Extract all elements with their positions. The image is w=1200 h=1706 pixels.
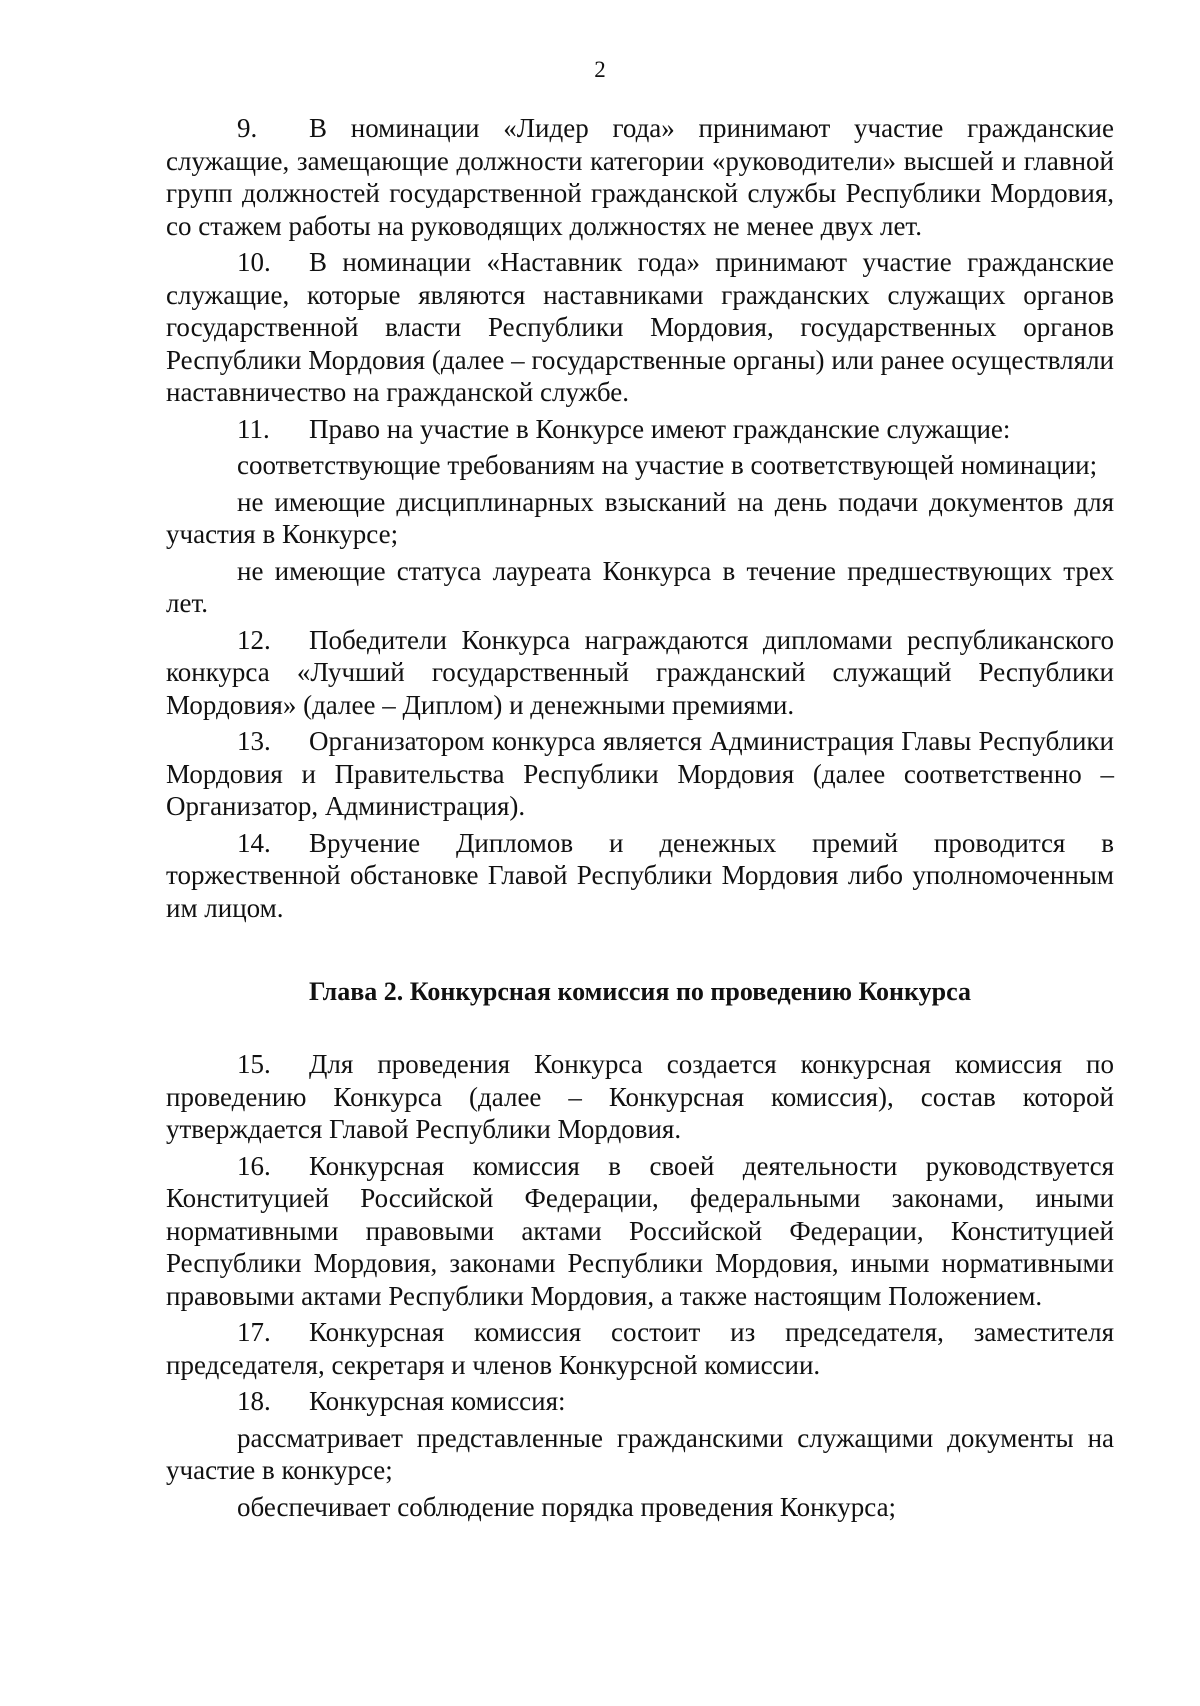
item-15: [166, 1048, 1114, 1146]
item-18: [166, 1385, 1114, 1418]
item-number: 15.: [237, 1049, 271, 1079]
item-18-sub-1: рассматривает представленные гражданскими служащими документы на участие в конкурсе;: [166, 1422, 1114, 1485]
item-12: [166, 624, 1114, 722]
item-text: Победители Конкурса награждаются дипломами республиканского конкурса «Лучший государственный гражданский служащий Республики Мордовия» (далее – Диплом) и денежными премиями.: [166, 624, 1114, 720]
item-13: [166, 725, 1114, 823]
item-11-sub-1: соответствующие требованиям на участие в соответствующей номинации;: [237, 450, 1098, 480]
item-11: [166, 413, 1114, 446]
item-number: 16.: [237, 1150, 271, 1181]
item-number: 17.: [237, 1317, 271, 1347]
chapter-heading: Глава 2. Конкурсная комиссия по проведению Конкурса: [309, 977, 971, 1006]
item-number: 10.: [237, 247, 271, 277]
item-14: [166, 827, 1114, 925]
item-number: 11.: [237, 413, 270, 444]
item-number: 14.: [237, 827, 271, 858]
item-text: Конкурсная комиссия состоит из председателя, заместителя председателя, секретаря и членов Конкурсной комиссии.: [166, 1317, 1114, 1380]
item-number: 12.: [237, 624, 271, 655]
item-11-sub-3: не имеющие статуса лауреата Конкурса в течение предшествующих трех лет.: [166, 555, 1114, 618]
item-10: [166, 246, 1114, 409]
item-text: Вручение Дипломов и денежных премий проводится в торжественной обстановке Главой Республики Мордовия либо уполномоченным им лицом.: [166, 827, 1114, 923]
item-text: Организатором конкурса является Администрация Главы Республики Мордовия и Правительства Республики Мордовия (далее соответственно – Организатор, Администрация).: [166, 726, 1114, 821]
item-text: Право на участие в Конкурсе имеют гражданские служащие:: [309, 413, 1011, 444]
item-17: [166, 1316, 1114, 1381]
item-number: 18.: [237, 1386, 271, 1416]
item-18-sub-2: обеспечивает соблюдение порядка проведения Конкурса;: [237, 1491, 897, 1522]
item-16: [166, 1150, 1114, 1313]
document-body: [166, 112, 1114, 1523]
item-text: Конкурсная комиссия:: [309, 1386, 566, 1416]
item-9: [166, 112, 1114, 242]
item-text: В номинации «Наставник года» принимают участие гражданские служащие, которые являются наставниками гражданских служащих органов государственной власти Республики Мордовия, государственных органов Республики Мордовия (далее – государственные органы) или ранее осуществляли наставничество на гражданской службе.: [166, 247, 1114, 407]
item-text: Для проведения Конкурса создается конкурсная комиссия по проведению Конкурса (далее – Конкурсная комиссия), состав которой утверждается Главой Республики Мордовия.: [166, 1049, 1114, 1144]
item-text: Конкурсная комиссия в своей деятельности руководствуется Конституцией Российской Федерации, федеральными законами, иными нормативными правовыми актами Российской Федерации, Конституцией Республики Мордовия, законами Республики Мордовия, иными нормативными правовыми актами Республики Мордовия, а также настоящим Положением.: [166, 1150, 1114, 1311]
page-number: 2: [594, 57, 606, 82]
item-number: 13.: [237, 726, 271, 756]
item-number: 9.: [237, 113, 258, 143]
item-11-sub-2: не имеющие дисциплинарных взысканий на день подачи документов для участия в Конкурсе;: [166, 486, 1114, 549]
item-text: В номинации «Лидер года» принимают участие гражданские служащие, замещающие должности категории «руководители» высшей и главной групп должностей государственной гражданской службы Республики Мордовия, со стажем работы на руководящих должностях не менее двух лет.: [166, 113, 1114, 241]
